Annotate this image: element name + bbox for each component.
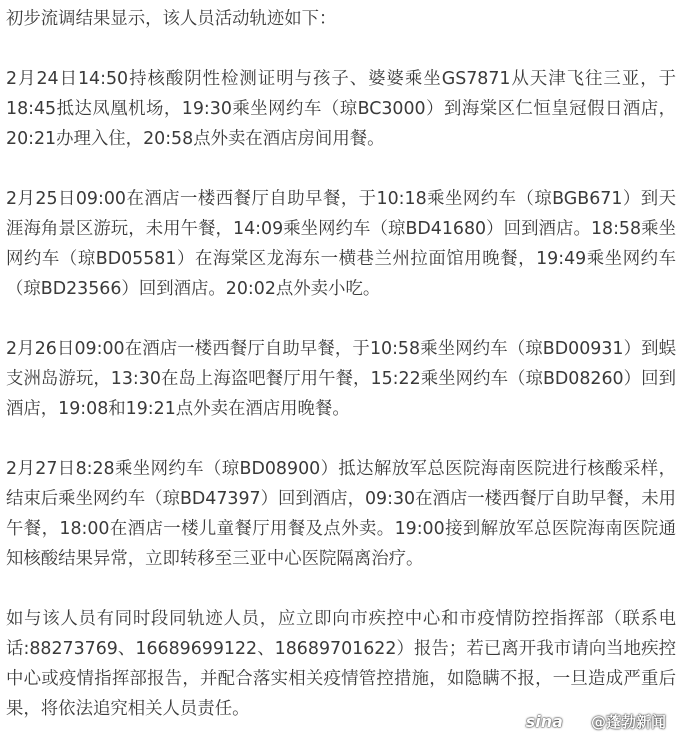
paragraph-feb-26: 2月26日09:00在酒店一楼西餐厅自助早餐，于10:58乘坐网约车（琼BD00931）到蜈支洲岛游玩，13:30在岛上海盗吧餐厅用午餐，15:22乘坐网约车（琼BD08260）回到酒店，19:08和19:21点外卖在酒店用晚餐。 (6, 339, 676, 419)
intro-line: 初步流调结果显示，该人员活动轨迹如下： (6, 9, 337, 29)
paragraph-notice: 如与该人员有同时段同轨迹人员，应立即向市疾控中心和市疫情防控指挥部（联系电话:88273769、16689699122、18689701622）报告；若已离开我市请向当地疾控中心或疫情指挥部报告，并配合落实相关疫情管控措施，如隐瞒不报，一旦造成严重后果，将依法追究相关人员责任。 (6, 609, 676, 719)
paragraph-feb-25: 2月25日09:00在酒店一楼西餐厅自助早餐，于10:18乘坐网约车（琼BGB671）到天涯海角景区游玩，未用午餐，14:09乘坐网约车（琼BD41680）回到酒店。18:58乘坐网约车（琼BD05581）在海棠区龙海东一横巷兰州拉面馆用晚餐，19:49乘坐网约车（琼BD23566）回到酒店。20:02点外卖小吃。 (6, 189, 676, 299)
paragraph-feb-24: 2月24日14:50持核酸阴性检测证明与孩子、婆婆乘坐GS7871从天津飞往三亚，于18:45抵达凤凰机场，19:30乘坐网约车（琼BC3000）到海棠区仁恒皇冠假日酒店，20:21办理入住，20:58点外卖在酒店房间用餐。 (6, 69, 676, 149)
source-watermark (526, 711, 666, 732)
watermark-brand: sina (525, 712, 563, 731)
wave-logo-icon (569, 714, 585, 730)
watermark-account: @蓬勃新闻 (590, 713, 666, 731)
paragraph-feb-27: 2月27日8:28乘坐网约车（琼BD08900）抵达解放军总医院海南医院进行核酸采样，结束后乘坐网约车（琼BD47397）回到酒店，09:30在酒店一楼西餐厅自助早餐，未用午餐，18:00在酒店一楼儿童餐厅用餐及点外卖。19:00接到解放军总医院海南医院通知核酸结果异常，立即转移至三亚中心医院隔离治疗。 (6, 459, 676, 569)
